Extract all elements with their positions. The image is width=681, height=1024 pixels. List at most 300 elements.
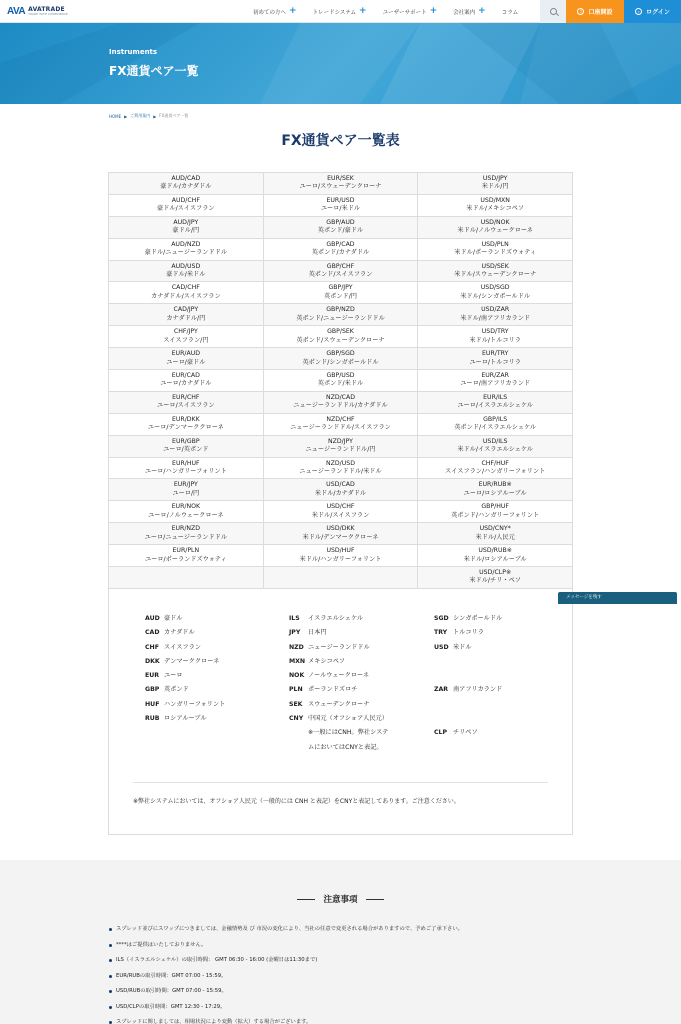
currency-name: ユーロ (164, 672, 183, 680)
pair-code: EUR/NZD (171, 525, 201, 533)
pair-name: ユーロ/ニュージーランドドル (144, 533, 228, 541)
currency-column-1 (145, 612, 225, 726)
currency-name: ロシアルーブル (164, 715, 207, 723)
pair-code: EUR/ILS (483, 393, 508, 401)
login-label: ログイン (646, 9, 670, 16)
pair-name: 米ドル/人民元 (475, 533, 515, 541)
currency-row (145, 612, 225, 626)
pair-name: 英ポンド/豪ドル (317, 227, 364, 235)
currency-row (434, 641, 502, 655)
pair-code: USD/JPY (482, 174, 508, 182)
pair-code: AUD/NZD (171, 240, 201, 248)
banner-pattern (0, 23, 681, 104)
table-cell (418, 523, 573, 545)
currency-name: 米ドル (453, 643, 472, 651)
currency-code: HUF (145, 700, 160, 708)
table-cell (109, 501, 264, 523)
pair-code: USD/ZAR (481, 306, 510, 314)
pair-name: ユーロ/豪ドル (166, 358, 206, 366)
pair-name: ユーロ/南アフリカランド (460, 380, 531, 388)
pair-name: 米ドル/南アフリカランド (460, 314, 531, 322)
currency-code: DKK (145, 657, 160, 665)
table-cell (418, 370, 573, 392)
pair-code: USD/PLN (481, 240, 509, 248)
note-item: EUR/RUBの取引時間：GMT 07:00 - 15:59。 (109, 969, 463, 985)
pair-code: EUR/DKK (171, 415, 200, 423)
currency-code: JPY (289, 629, 301, 637)
currency-row (289, 683, 393, 697)
logo-text (28, 7, 68, 17)
banner-subtitle: Instruments (109, 48, 158, 56)
currency-name: スウェーデンクローナ (308, 700, 370, 708)
search-button[interactable] (540, 0, 566, 23)
pair-name: 米ドル/スイスフラン (311, 511, 370, 519)
nav-item-company[interactable] (453, 7, 486, 16)
pair-code: EUR/CHF (172, 393, 200, 401)
logo-tagline: TRADE WITH CONFIDENCE (28, 11, 68, 16)
table-cell (418, 435, 573, 457)
table-cell (418, 173, 573, 195)
table-cell (109, 238, 264, 260)
note-item: ****はご提供はいたしておりません。 (109, 938, 463, 954)
currency-row (434, 712, 502, 726)
nav-item-beginners[interactable] (253, 7, 297, 16)
table-row (109, 479, 573, 501)
pair-name: ユーロ/円 (172, 489, 200, 497)
currency-row (434, 698, 502, 712)
pair-name: ユーロ/スイスフラン (157, 402, 215, 410)
table-cell (109, 260, 264, 282)
pair-name: 米ドル/カナダドル (314, 489, 367, 497)
pair-code: EUR/USD (326, 196, 355, 204)
pair-code: NZD/CHF (326, 415, 355, 423)
plus-icon: + (478, 6, 486, 16)
note-item: スプレッド並びにスワップにつきましては、金融情勢及 び 市況の変化により、当社の任意で変更される場合がありますので、予めご了承下さい。 (109, 922, 463, 938)
table-cell (109, 391, 264, 413)
pair-name: ユーロ/スウェーデンクローナ (299, 183, 382, 191)
table-cell (263, 457, 418, 479)
currency-code: ZAR (434, 686, 449, 694)
table-cell (263, 523, 418, 545)
main-nav (253, 0, 534, 23)
table-cell (109, 567, 264, 589)
pair-code: USD/CNY* (479, 525, 511, 533)
nav-item-label: トレードシステム (312, 9, 357, 16)
currency-code: CNY (289, 715, 304, 723)
pair-code: EUR/RUB※ (478, 481, 512, 489)
currency-row (289, 626, 393, 640)
table-cell (418, 194, 573, 216)
table-cell (418, 326, 573, 348)
table-cell (263, 260, 418, 282)
pair-name: 英ポンド/イスラエルシェケル (454, 424, 537, 432)
table-cell (418, 348, 573, 370)
pair-code: EUR/NOK (171, 503, 201, 511)
pair-name: ユーロ/カナダドル (160, 380, 212, 388)
currency-legend (108, 587, 573, 835)
table-cell (263, 194, 418, 216)
table-cell (418, 479, 573, 501)
table-row (109, 413, 573, 435)
plus-icon: + (359, 6, 367, 16)
currency-name: 日本円 (308, 629, 327, 637)
triangle-right-icon: ▶ (153, 113, 157, 119)
dash-decoration (366, 899, 384, 900)
currency-pair-table (108, 172, 573, 589)
pair-name: ユーロ/デンマーククローネ (147, 424, 224, 432)
pair-name: ユーロ/イスラエルシェケル (457, 402, 533, 410)
table-cell (418, 501, 573, 523)
pair-name: カナダドル/円 (166, 314, 206, 322)
currency-name: ノールウェークローネ (308, 672, 370, 680)
pair-code: EUR/SEK (327, 174, 354, 182)
table-cell (263, 348, 418, 370)
pair-code: AUD/USD (171, 262, 201, 270)
table-row (109, 282, 573, 304)
currency-code: CAD (145, 629, 160, 637)
currency-row (289, 641, 393, 655)
table-row (109, 545, 573, 567)
login-button[interactable] (624, 0, 681, 23)
nav-item-label: ユーザーサポート (382, 9, 427, 16)
pair-code: EUR/PLN (172, 547, 200, 555)
pair-name: 米ドル/トルコリラ (469, 336, 521, 344)
pair-name: ニュージーランドドル/カナダドル (293, 402, 388, 410)
currency-name: メキシコペソ (308, 657, 346, 665)
divider (133, 782, 548, 783)
table-cell (263, 501, 418, 523)
table-cell (418, 567, 573, 589)
nav-item-column[interactable] (502, 8, 518, 16)
pair-name: 米ドル/ハンガリーフォリント (299, 555, 382, 563)
table-cell (418, 304, 573, 326)
pair-code: GBP/CAD (326, 240, 355, 248)
nav-item-label: 会社案内 (453, 9, 476, 16)
page-title: FX通貨ペア一覧表 (281, 133, 400, 149)
currency-row (145, 626, 225, 640)
currency-code: USD (434, 643, 449, 651)
pair-code: AUD/JPY (173, 218, 199, 226)
table-cell (263, 545, 418, 567)
table-cell (109, 370, 264, 392)
pair-name: ニュージーランドドル/米ドル (299, 468, 382, 476)
pair-code: EUR/TRY (482, 350, 509, 358)
table-row (109, 567, 573, 589)
pair-code: GBP/AUD (326, 218, 355, 226)
table-cell (418, 545, 573, 567)
pair-code: EUR/AUD (171, 350, 200, 358)
table-cell (263, 304, 418, 326)
legend-note: ※弊社システムにおいては、オフショア人民元（一般的には CNH と表記）をCNYと表記してあります。ご注意ください。 (133, 798, 460, 805)
pair-name: 米ドル/ポーランドズウォティ (454, 249, 537, 257)
currency-row (145, 655, 225, 669)
table-row (109, 304, 573, 326)
currency-row (145, 712, 225, 726)
pair-name: ユーロ/トルコリラ (469, 358, 521, 366)
pair-code: NZD/CAD (325, 393, 355, 401)
pair-name: 米ドル/イスラエルシェケル (457, 446, 533, 454)
pair-code: EUR/HUF (172, 459, 200, 467)
nav-item-trading-systems[interactable] (313, 7, 367, 16)
pair-code: EUR/CAD (171, 371, 200, 379)
pair-name: 米ドル/ノルウェークローネ (457, 227, 533, 235)
pair-name: 米ドル/ロシアルーブル (463, 555, 527, 563)
pair-name: 豪ドル/円 (172, 227, 200, 235)
currency-code: TRY (434, 629, 448, 637)
notes-title (0, 893, 681, 905)
table-row (109, 216, 573, 238)
pair-code: CHF/HUF (481, 459, 509, 467)
pair-code: GBP/USD (326, 371, 355, 379)
notes-list (109, 922, 463, 1024)
table-row (109, 370, 573, 392)
banner-title: FX通貨ペア一覧 (109, 64, 199, 78)
pair-name: 豪ドル/スイスフラン (157, 205, 215, 213)
pair-name: 豪ドル/ニュージーランドドル (144, 249, 228, 257)
pair-name: 英ポンド/スウェーデンクローナ (296, 336, 385, 344)
pair-code: USD/DKK (326, 525, 355, 533)
table-row (109, 457, 573, 479)
table-cell (418, 238, 573, 260)
pair-code: USD/CAD (326, 481, 355, 489)
pair-name: ユーロ/英ポンド (163, 446, 209, 454)
table-cell (109, 282, 264, 304)
currency-code: ILS (289, 615, 300, 622)
search-icon (550, 8, 557, 15)
dash-decoration (297, 899, 315, 900)
table-cell (263, 413, 418, 435)
currency-row (289, 698, 393, 712)
table-row (109, 173, 573, 195)
breadcrumb-current: FX通貨ペア一覧 (159, 113, 189, 118)
currency-name: 豪ドル (164, 615, 183, 622)
table-cell (109, 304, 264, 326)
breadcrumb (109, 113, 188, 119)
currency-code: NOK (289, 672, 305, 680)
pair-name: 米ドル/スウェーデンクローナ (454, 271, 537, 278)
pair-code: GBP/SEK (327, 328, 354, 336)
pair-name: ユーロ/米ドル (320, 205, 361, 213)
pair-code: AUD/CHF (171, 196, 200, 204)
table-cell (109, 545, 264, 567)
pair-name: 米ドル/メキシコペソ (466, 205, 525, 213)
table-cell (418, 216, 573, 238)
logo-mark: AVA (7, 6, 26, 17)
currency-code: PLN (289, 686, 303, 694)
currency-column-2 (289, 612, 393, 755)
currency-name: イスラエルシェケル (308, 615, 364, 622)
pair-code: USD/HUF (326, 547, 355, 555)
table-row (109, 194, 573, 216)
pair-code: CHF/JPY (173, 328, 198, 336)
pair-code: USD/NOK (480, 218, 510, 226)
breadcrumb-home[interactable]: HOME (109, 113, 122, 119)
table-cell (263, 173, 418, 195)
pair-code: GBP/JPY (328, 284, 353, 292)
currency-row (434, 626, 502, 640)
pair-name: 英ポンド/カナダドル (311, 249, 370, 257)
pair-name: 英ポンド/シンガポールドル (302, 358, 379, 366)
table-row (109, 260, 573, 282)
info-circle-icon: ! (577, 8, 584, 15)
currency-name: ポーランドズロチ (308, 686, 358, 694)
pair-name: 英ポンド/スイスフラン (308, 271, 373, 278)
pair-code: USD/CHF (326, 503, 355, 511)
currency-name: 中国元（オフショア人民元）※一般にはCNH。弊社システムにおいてはCNYと表記。 (308, 715, 389, 751)
table-row (109, 391, 573, 413)
pair-name: スイスフラン/ハンガリーフォリント (445, 468, 546, 476)
pair-name: 英ポンド/米ドル (317, 380, 364, 388)
table-cell (263, 435, 418, 457)
table-cell (263, 567, 418, 589)
currency-code: NZD (289, 643, 304, 651)
pair-code: EUR/ZAR (481, 371, 509, 379)
pair-code: CAD/JPY (173, 306, 199, 314)
table-cell (109, 413, 264, 435)
page-banner (0, 23, 681, 104)
table-row (109, 523, 573, 545)
table-cell (418, 413, 573, 435)
currency-row (145, 669, 225, 683)
pair-name: 英ポンド/円 (323, 292, 357, 300)
currency-code: SGD (434, 615, 449, 622)
breadcrumb-parent[interactable]: ご利用案内 (130, 113, 151, 118)
table-cell (263, 391, 418, 413)
pair-name: 米ドル/シンガポールドル (460, 292, 531, 300)
pair-name: 米ドル/デンマーククローネ (302, 533, 379, 541)
table-cell (109, 479, 264, 501)
pair-name: ユーロ/ポーランドズウォティ (144, 555, 227, 563)
currency-name: シンガポールドル (453, 615, 503, 622)
table-cell (263, 326, 418, 348)
currency-code: EUR (145, 672, 160, 680)
pair-name: ニュージーランドドル/スイスフラン (290, 424, 391, 432)
currency-column-3 (434, 612, 502, 741)
table-cell (109, 348, 264, 370)
note-item: スプレッドに関しましては、相場状況により変動（拡大）する場合がございます。 (109, 1015, 463, 1024)
table-row (109, 326, 573, 348)
logo[interactable] (7, 6, 68, 17)
pair-code: GBP/CHF (326, 262, 355, 270)
table-row (109, 501, 573, 523)
pair-code: USD/MXN (480, 196, 510, 204)
table-cell (418, 391, 573, 413)
pair-code: CAD/CHF (171, 284, 200, 292)
currency-code: MXN (289, 657, 306, 665)
table-cell (418, 260, 573, 282)
pair-code: GBP/ILS (483, 415, 508, 423)
note-item: USD/CLPの取引時間：GMT 12:30 - 17:29。 (109, 1000, 463, 1016)
pair-code: USD/CLP※ (479, 568, 512, 576)
nav-item-user-support[interactable] (383, 7, 438, 16)
plus-icon: + (429, 6, 438, 16)
currency-row (145, 683, 225, 697)
nav-item-label: 初めての方へ (253, 9, 287, 16)
pair-code: EUR/GBP (172, 437, 200, 445)
currency-name: トルコリラ (453, 629, 484, 637)
currency-code (434, 712, 453, 726)
pair-name: ユーロ/ロシアルーブル (463, 489, 527, 497)
currency-name: カナダドル (164, 629, 195, 637)
currency-row (434, 612, 502, 626)
pair-name: 英ポンド/ニュージーランドドル (296, 314, 385, 322)
pair-name: ユーロ/ノルウェークローネ (148, 511, 224, 519)
plus-icon: + (289, 6, 297, 16)
table-cell (263, 479, 418, 501)
spacer (434, 655, 502, 684)
table-cell (418, 457, 573, 479)
currency-row (289, 669, 393, 683)
currency-row (145, 641, 225, 655)
table-cell (109, 523, 264, 545)
table-row (109, 238, 573, 260)
table-cell (109, 216, 264, 238)
currency-name: 南アフリカランド (453, 686, 503, 694)
note-item: USD/RUBの取引時間：GMT 07:00 - 15:59。 (109, 984, 463, 1000)
currency-row (289, 712, 393, 755)
pair-name: ニュージーランドドル/円 (305, 446, 376, 454)
currency-row (434, 683, 502, 697)
pair-code: GBP/NZD (326, 306, 355, 314)
currency-name: スイスフラン (164, 643, 201, 651)
currency-name: ニュージーランドドル (308, 643, 370, 651)
pair-code: USD/SGD (480, 284, 510, 292)
table-cell (263, 370, 418, 392)
currency-code: GBP (145, 686, 160, 694)
pair-name: 豪ドル/カナダドル (160, 183, 212, 191)
pair-code: GBP/HUF (481, 503, 509, 511)
currency-code: SEK (289, 700, 303, 708)
table-cell (263, 238, 418, 260)
logo-name: AVATRADE (28, 5, 65, 13)
pair-code: USD/ILS (482, 437, 508, 445)
arrow-circle-icon: › (635, 8, 642, 15)
table-cell (109, 173, 264, 195)
leave-message-tab[interactable]: メッセージを残す (558, 592, 677, 604)
pair-code: NZD/USD (326, 459, 355, 467)
pair-code: AUD/CAD (171, 174, 201, 182)
currency-row (434, 726, 502, 740)
currency-name: 英ポンド (164, 686, 189, 694)
currency-name: ハンガリーフォリント (164, 700, 226, 708)
pair-code: USD/SEK (481, 262, 509, 270)
pair-code: USD/TRY (481, 328, 509, 336)
pair-name: 米ドル/チリ・ペソ (469, 577, 521, 585)
pair-code: EUR/JPY (173, 481, 198, 489)
currency-row (289, 612, 393, 626)
notes-title-text: 注意事項 (323, 895, 358, 905)
currency-row (289, 655, 393, 669)
pair-name: 米ドル/円 (481, 183, 509, 191)
open-account-button[interactable] (566, 0, 624, 23)
pair-code: GBP/SGD (326, 350, 355, 358)
pair-name: スイスフラン/円 (163, 336, 209, 344)
triangle-right-icon: ▶ (124, 113, 128, 119)
pair-code: USD/RUB※ (478, 547, 512, 555)
table-cell (109, 435, 264, 457)
note-item: ILS（イスラエルシェケル）の取引時間： GMT 06:30 - 16:00 (金曜日は11:30まで) (109, 953, 463, 969)
currency-code: RUB (145, 715, 160, 723)
nav-item-label: コラム (501, 9, 519, 16)
pair-name: ユーロ/ハンガリーフォリント (144, 468, 227, 476)
pair-name: 英ポンド/ハンガリーフォリント (451, 511, 540, 519)
currency-row (145, 698, 225, 712)
table-cell (109, 457, 264, 479)
currency-code: AUD (145, 615, 160, 622)
currency-code: CLP (434, 729, 448, 737)
site-header (0, 0, 681, 23)
table-cell (109, 326, 264, 348)
